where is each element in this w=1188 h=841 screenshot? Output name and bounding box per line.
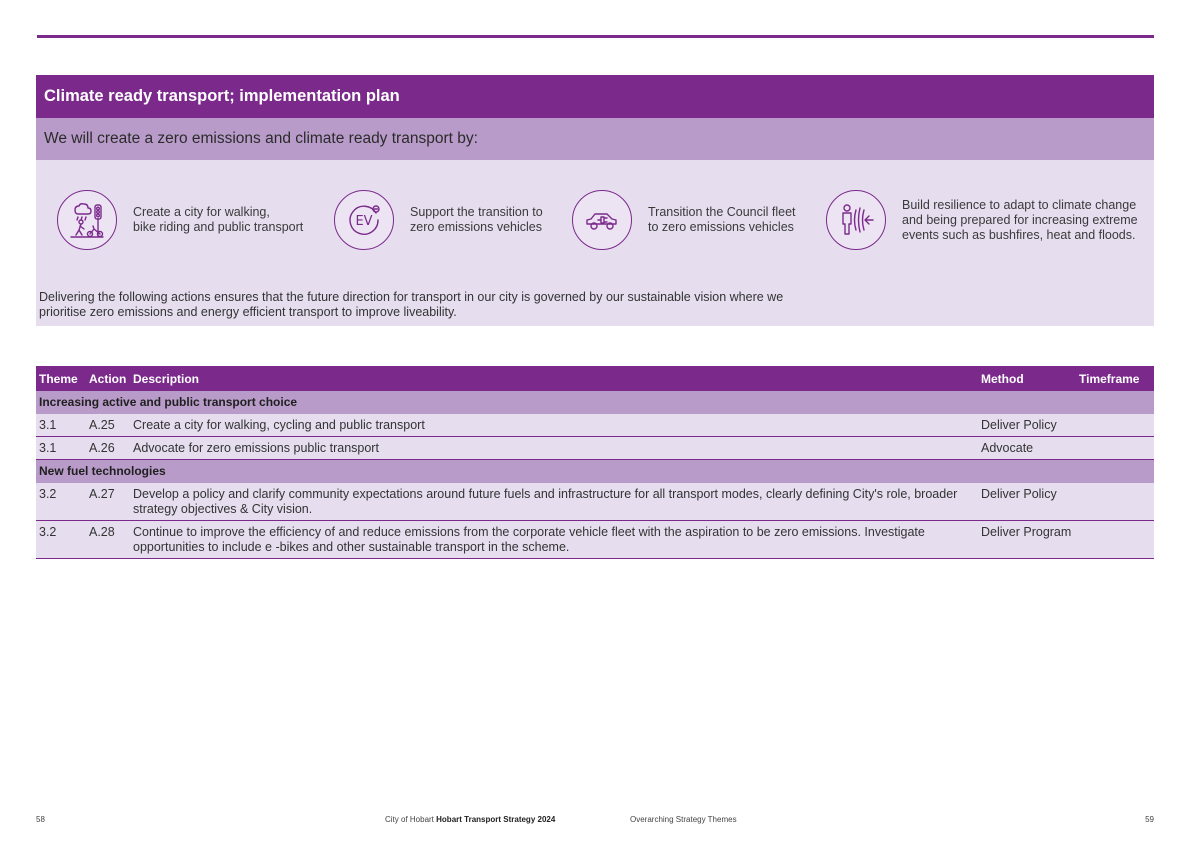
section-title: Increasing active and public transport choice	[36, 391, 1154, 414]
person-wind-icon	[826, 190, 886, 250]
header-action: Action	[86, 366, 130, 391]
table-row	[36, 521, 1154, 559]
cell-description: Develop a policy and clarify community expectations around future fuels and infrastructure for all transport modes, clearly defining City's role, broader strategy objectives & City vision.	[130, 483, 978, 521]
ev-icon	[334, 190, 394, 250]
footer-doc-title: Hobart Transport Strategy 2024	[436, 815, 556, 824]
goal-text: Build resilience to adapt to climate change and being prepared for increasing extreme events such as bushfires, heat and floods.	[902, 197, 1138, 242]
cell-theme: 3.2	[36, 521, 86, 559]
intro-text: Delivering the following actions ensures that the future direction for transport in our city is governed by our sustainable vision where we prioritise zero emissions and energy efficient transport to improve liveability.	[39, 290, 784, 319]
cell-description: Continue to improve the efficiency of and reduce emissions from the corporate vehicle fleet with the aspiration to be zero emissions. Investigate opportunities to include e -bikes and other sustainable transport in the scheme.	[130, 521, 978, 559]
cell-timeframe	[1076, 414, 1154, 437]
cell-action: A.28	[86, 521, 130, 559]
cell-theme: 3.2	[36, 483, 86, 521]
section-title: New fuel technologies	[36, 460, 1154, 484]
cell-action: A.27	[86, 483, 130, 521]
table-row	[36, 414, 1154, 437]
cell-theme: 3.1	[36, 437, 86, 460]
goal-walking	[57, 190, 303, 250]
footer-section: Overarching Strategy Themes	[630, 815, 737, 824]
top-rule	[37, 35, 1154, 38]
goal-ev	[334, 190, 543, 250]
goal-fleet	[572, 190, 796, 250]
header-timeframe: Timeframe	[1076, 366, 1154, 391]
cell-method: Deliver Program	[978, 521, 1076, 559]
plan-subtitle: We will create a zero emissions and climate ready transport by:	[36, 118, 1154, 160]
header-description: Description	[130, 366, 978, 391]
implementation-plan-panel	[36, 75, 1154, 326]
section-row	[36, 391, 1154, 414]
car-plug-icon	[572, 190, 632, 250]
goal-text: Support the transition to zero emissions vehicles	[410, 205, 543, 234]
pedestrian-cyclist-icon	[57, 190, 117, 250]
page-number-left: 58	[36, 815, 45, 824]
page-number-right: 59	[1145, 815, 1154, 824]
cell-action: A.25	[86, 414, 130, 437]
cell-description: Advocate for zero emissions public transport	[130, 437, 978, 460]
header-theme: Theme	[36, 366, 86, 391]
cell-timeframe	[1076, 483, 1154, 521]
cell-method: Advocate	[978, 437, 1076, 460]
cell-method: Deliver Policy	[978, 414, 1076, 437]
cell-description: Create a city for walking, cycling and public transport	[130, 414, 978, 437]
cell-timeframe	[1076, 437, 1154, 460]
cell-action: A.26	[86, 437, 130, 460]
cell-method: Deliver Policy	[978, 483, 1076, 521]
svg-text:EV: EV	[355, 214, 373, 229]
goal-text: Transition the Council fleet to zero emissions vehicles	[648, 205, 796, 234]
section-row	[36, 460, 1154, 484]
cell-theme: 3.1	[36, 414, 86, 437]
cell-timeframe	[1076, 521, 1154, 559]
table-row	[36, 483, 1154, 521]
footer-document-title	[385, 815, 555, 824]
plan-title: Climate ready transport; implementation plan	[36, 75, 1154, 118]
footer-org: City of Hobart	[385, 815, 434, 824]
goal-resilience	[826, 190, 1138, 250]
table-row	[36, 437, 1154, 460]
plan-body	[36, 160, 1154, 326]
table-header-row	[36, 366, 1154, 391]
goal-text: Create a city for walking, bike riding and public transport	[133, 205, 304, 234]
header-method: Method	[978, 366, 1076, 391]
actions-table	[36, 366, 1154, 559]
